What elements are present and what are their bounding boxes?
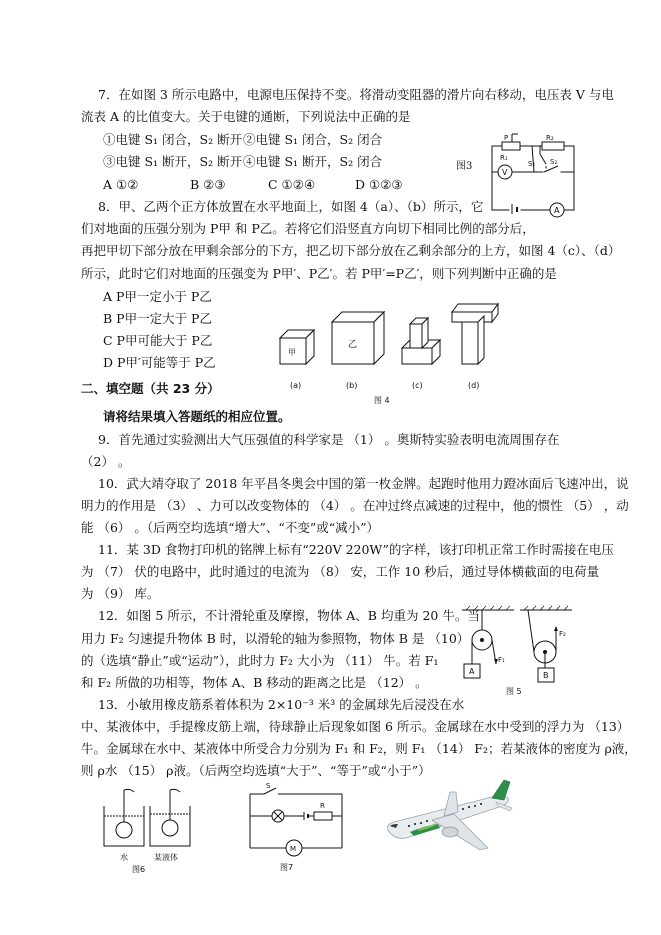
fig3-r1-label: R₁ (500, 154, 508, 162)
fig3-voltmeter-label: V (502, 168, 508, 177)
q12-line3: 的（选填“静止”或“运动”），此时力 F₂ 大小为 （11） 牛。若 F₁ (81, 653, 439, 668)
q11-line1: 11．某 3D 食物打印机的铭牌上标有“220V 220W”的字样，该打印机正常工作时需接在电压 (98, 542, 614, 557)
q9-line1: 9．首先通过实验测出大气压强值的科学家是 （1） 。奥斯特实验表明电流周围存在 (98, 432, 560, 447)
q12-line1: 12．如图 5 所示，不计滑轮重及摩擦，物体 A、B 均重为 20 牛。当 (98, 608, 480, 623)
fig7-circuit-diagram (244, 782, 350, 876)
fig7-caption: 图7 (280, 863, 294, 872)
q13-line4: 则 ρ水 （15） ρ液。（后两空均选填“大于”、“等于”或“小于”） (81, 763, 431, 778)
fig3-circuit-diagram (488, 132, 578, 220)
q7-option-c: C ①②④ (268, 177, 316, 192)
q8-line2: 们对地面的压强分别为 P甲 和 P乙。若将它们沿竖直方向切下相同比例的部分后， (81, 221, 535, 236)
q12-line2: 用力 F₂ 匀速提升物体 B 时，以滑轮的轴为参照物，物体 B 是 （10） (81, 631, 470, 646)
fig5-caption: 图 5 (506, 687, 522, 696)
fig6-beakers-diagram (96, 788, 196, 874)
fig6-water-label: 水 (120, 853, 128, 862)
airplane-image (384, 778, 514, 858)
fig3-ammeter-label: A (554, 206, 560, 215)
q8-option-c: C P甲可能大于 P乙 (103, 333, 213, 348)
q7-option-a: A ①② (103, 177, 139, 192)
fig4-caption-d: (d) (468, 381, 480, 390)
q8-option-b: B P甲一定大于 P乙 (103, 311, 212, 326)
q7-statement-1: ①电键 S₁ 闭合，S₂ 断开 (103, 132, 243, 147)
fig4-caption-a: (a) (290, 381, 302, 390)
fig4-caption: 图 4 (374, 396, 390, 405)
fig6-liquid-label: 某液体 (154, 853, 178, 862)
q7-statement-3: ③电键 S₁ 断开，S₂ 断开 (103, 154, 243, 169)
q8-line3: 再把甲切下部分放在甲剩余部分的下方，把乙切下部分放在乙剩余部分的上方，如图 4（c）、（d） (81, 243, 621, 258)
q7-statement-4: ④电键 S₁ 断开，S₂ 闭合 (243, 154, 383, 169)
fig5-pulley-diagram (458, 606, 578, 704)
section2-instruction: 请将结果填入答题纸的相应位置。 (103, 409, 291, 424)
q10-line2: 明力的作用是 （3） 、力可以改变物体的 （4） 。在冲过终点减速的过程中，他的惯性 （5） ，动 (81, 498, 629, 513)
fig5-f2-label: F₂ (559, 630, 566, 638)
fig4-blocks-diagram (270, 296, 500, 408)
q9-line2: （2） 。 (81, 454, 131, 469)
q8-option-a: A P甲一定小于 P乙 (103, 289, 212, 304)
fig5-f1-label: F₁ (498, 656, 505, 664)
q7-line1: 7．在如图 3 所示电路中，电源电压保持不变。将滑动变阻器的滑片向右移动，电压表 V 与电 (98, 87, 614, 102)
q11-line2: 为 （7） 伏的电路中，此时通过的电流为 （8） 安，工作 10 秒后，通过导体横截面的电荷量 (81, 564, 600, 579)
q7-line2: 流表 A 的比值变大。关于电键的通断，下列说法中正确的是 (81, 109, 411, 124)
fig3-caption: 图3 (456, 161, 473, 172)
q12-line4: 和 F₂ 所做的功相等，物体 A、B 移动的距离之比是 （12） 。 (81, 675, 428, 690)
q13-line3: 牛。金属球在水中、某液体中所受合力分别为 F₁ 和 F₂，则 F₁ （14） F₂；若某液体的密度为 ρ液， (81, 741, 637, 756)
q8-line1: 8．甲、乙两个正方体放置在水平地面上，如图 4（a）、（b）所示，它 (98, 199, 484, 214)
fig3-s1-label: S₁ (528, 160, 536, 168)
fig4-caption-c: (c) (412, 381, 423, 390)
q8-option-d: D P甲′可能等于 P乙 (103, 355, 216, 370)
fig6-caption: 图6 (132, 865, 146, 874)
fig5-a-label: A (469, 667, 475, 676)
q10-line1: 10．武大靖夺取了 2018 年平昌冬奥会中国的第一枚金牌。起跑时他用力蹬冰面后飞速冲出，说 (98, 476, 629, 491)
q7-statement-2: ②电键 S₁ 闭合，S₂ 闭合 (243, 132, 383, 147)
fig7-motor-label: M (290, 845, 297, 853)
fig7-resistor-label: R (320, 802, 325, 810)
q13-line1: 13．小敏用橡皮筋系着体积为 2×10⁻³ 米³ 的金属球先后浸没在水 (98, 697, 465, 712)
section2-title: 二、填空题（共 23 分） (81, 381, 220, 396)
q10-line3: 能 （6） 。（后两空均选填“增大”、“不变”或“减小”） (81, 520, 379, 535)
fig3-p-label: P (504, 134, 509, 142)
fig4-jia-label: 甲 (288, 348, 296, 357)
fig4-yi-label: 乙 (348, 340, 358, 350)
q8-line4: 所示，此时它们对地面的压强变为 P甲′、P乙′。若 P甲′=P乙′，则下列判断中正确的是 (81, 266, 557, 281)
q11-line3: 为 （9） 库。 (81, 586, 160, 601)
fig3-r2-label: R₂ (546, 134, 554, 142)
q7-option-b: B ②③ (190, 177, 226, 192)
q7-option-d: D ①②③ (355, 177, 403, 192)
fig5-b-label: B (543, 671, 549, 680)
q13-line2: 中、某液体中，手提橡皮筋上端，待球静止后现象如图 6 所示。金属球在水中受到的浮力为 （13） (81, 719, 630, 734)
fig3-s2-label: S₂ (550, 158, 558, 166)
fig7-switch-label: S (266, 782, 271, 790)
fig4-caption-b: (b) (346, 381, 358, 390)
